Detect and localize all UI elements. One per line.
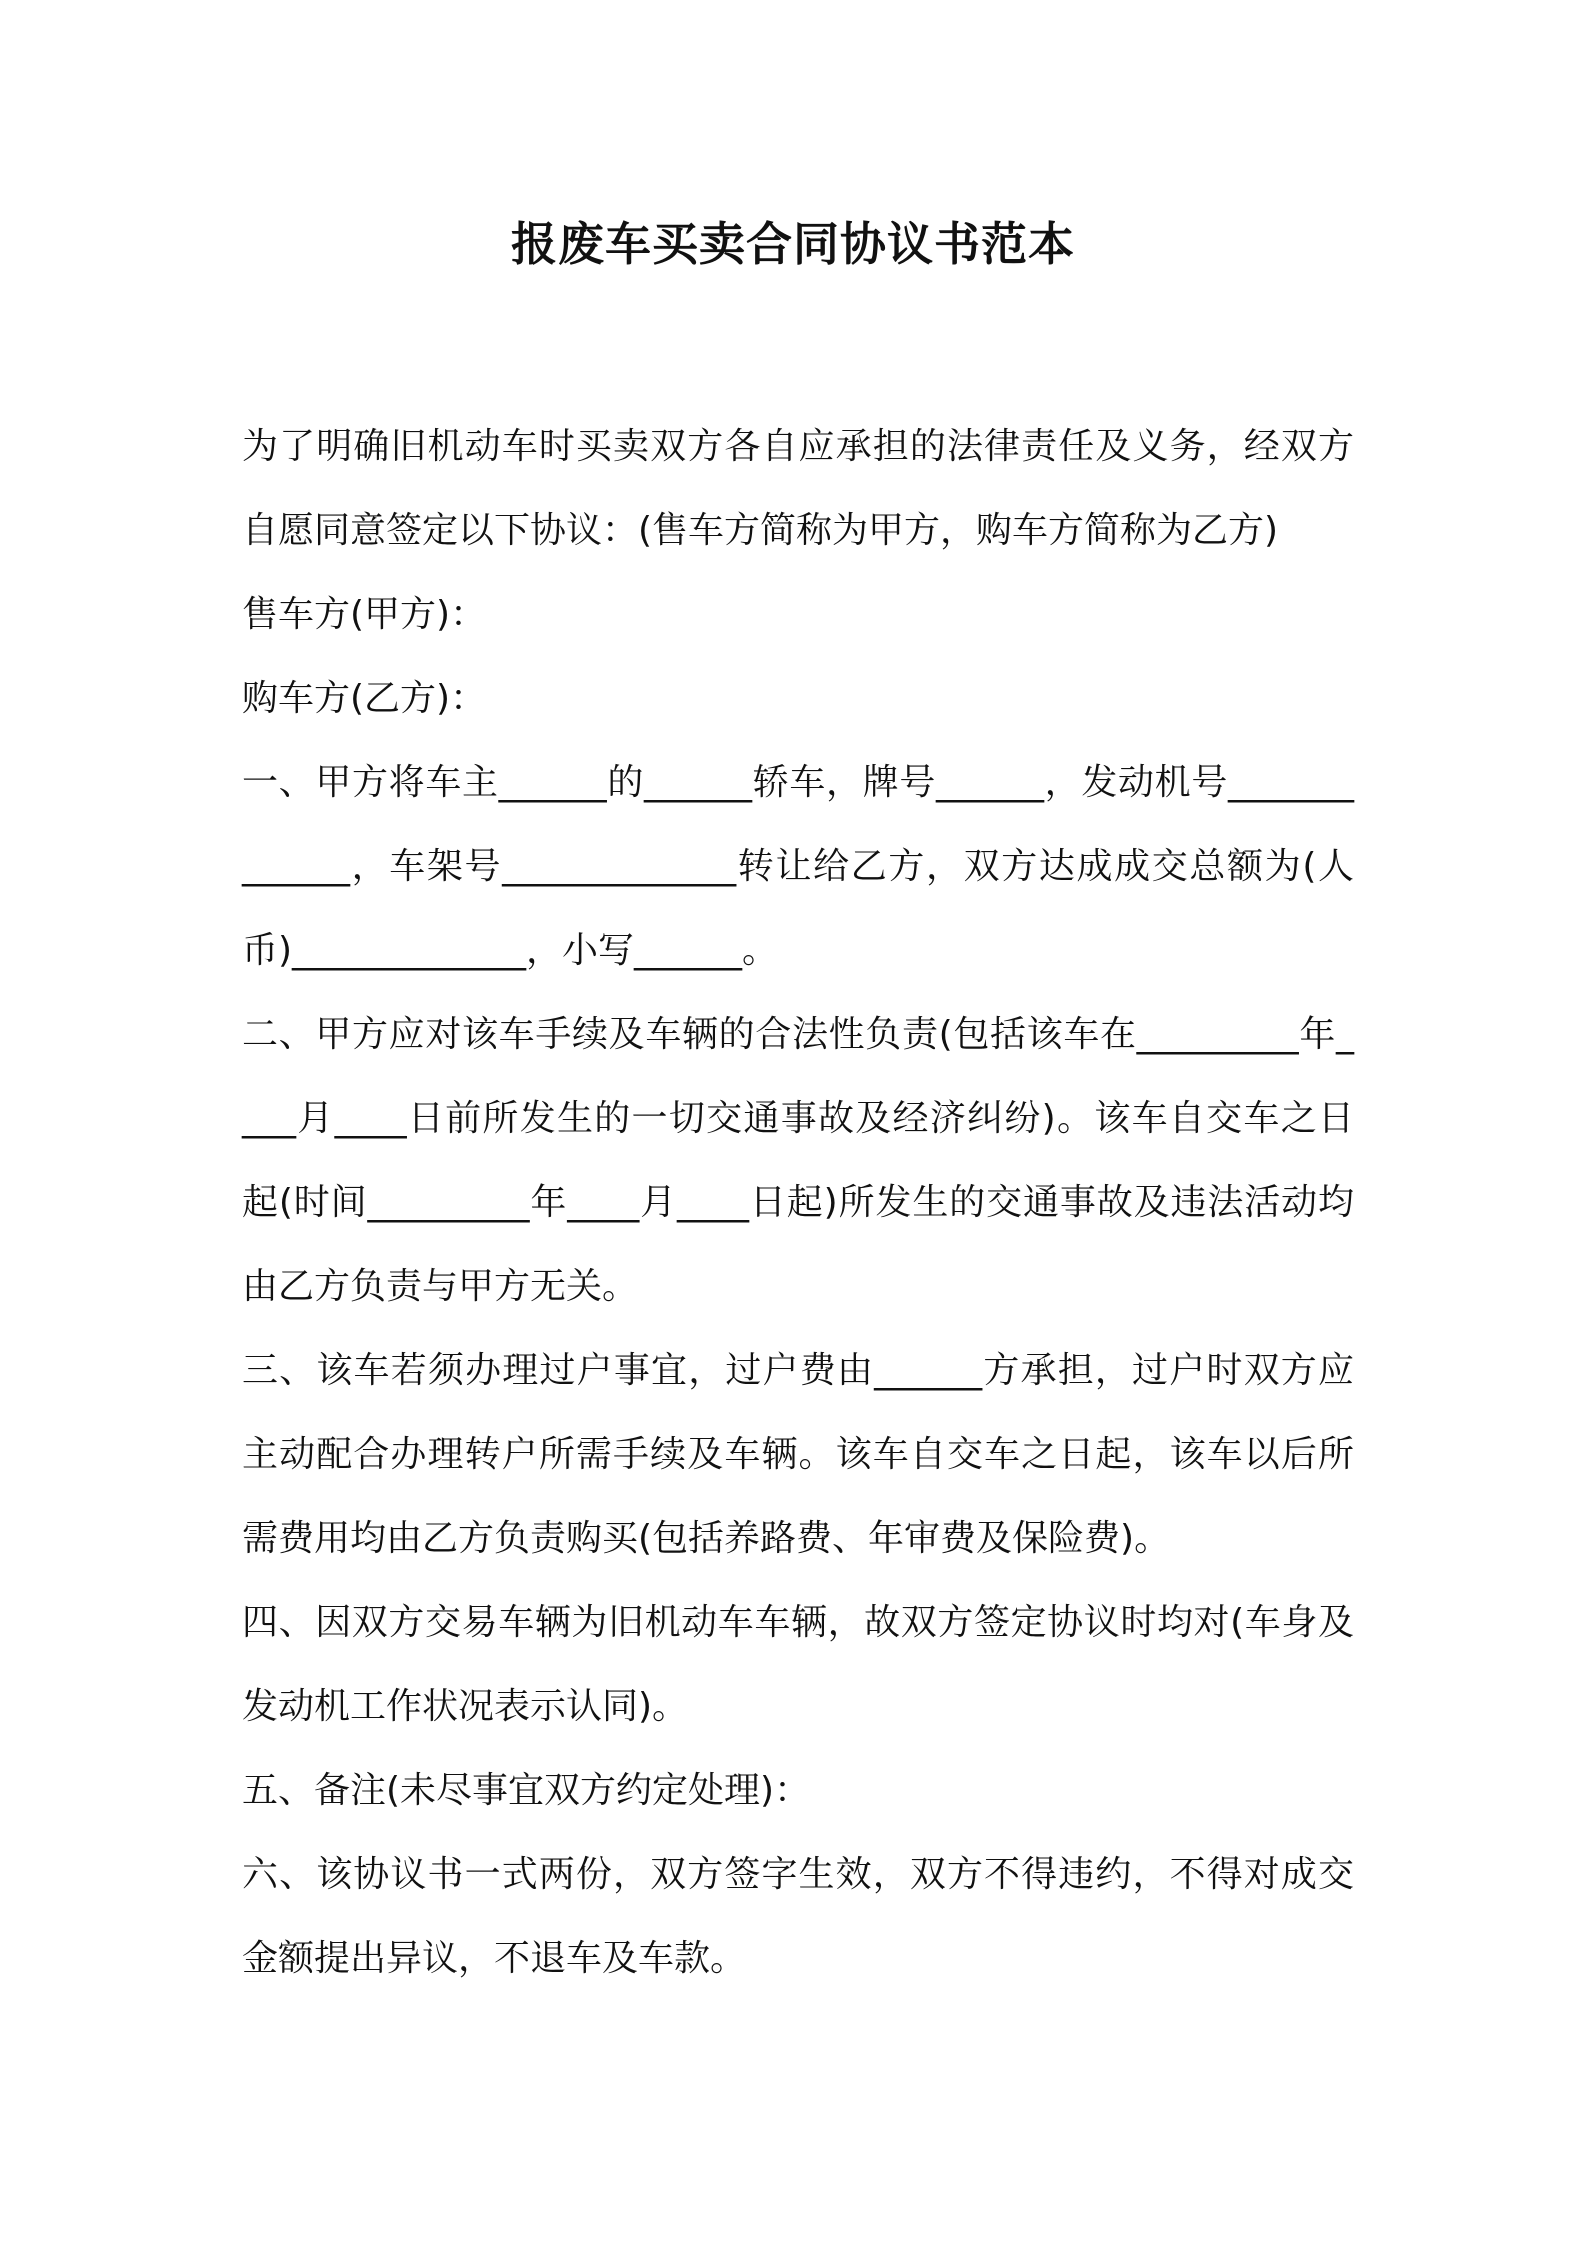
document-title: 报废车买卖合同协议书范本 <box>511 217 1075 271</box>
clause-3: 三、该车若须办理过户事宜，过户费由______方承担，过户时双方应主动配合办理转户所需手续及车辆。该车自交车之日起，该车以后所需费用均由乙方负责购买(包括养路费、年审费及保险费)。 <box>242 1350 1354 1559</box>
intro-paragraph: 为了明确旧机动车时买卖双方各自应承担的法律责任及义务，经双方自愿同意签定以下协议：(售车方简称为甲方，购车方简称为乙方) <box>242 426 1354 551</box>
seller-line: 售车方(甲方)： <box>242 594 487 635</box>
clause-2: 二、甲方应对该车手续及车辆的合法性负责(包括该车在_________年____月____日前所发生的一切交通事故及经济纠纷)。该车自交车之日起(时间_________年____月____日起)所发生的交通事故及违法活动均由乙方负责与甲方无关。 <box>242 1014 1354 1307</box>
buyer-line: 购车方(乙方)： <box>242 678 487 719</box>
clause-6: 六、该协议书一式两份，双方签字生效，双方不得违约，不得对成交金额提出异议，不退车及车款。 <box>242 1854 1354 1979</box>
clause-4: 四、因双方交易车辆为旧机动车车辆，故双方签定协议时均对(车身及发动机工作状况表示认同)。 <box>242 1602 1354 1727</box>
document-body <box>242 405 1354 2001</box>
clause-1: 一、甲方将车主______的______轿车，牌号______，发动机号_____________，车架号_____________转让给乙方，双方达成成交总额为(人币)_____________，小写______。 <box>242 762 1354 971</box>
clause-5: 五、备注(未尽事宜双方约定处理)： <box>242 1770 811 1811</box>
